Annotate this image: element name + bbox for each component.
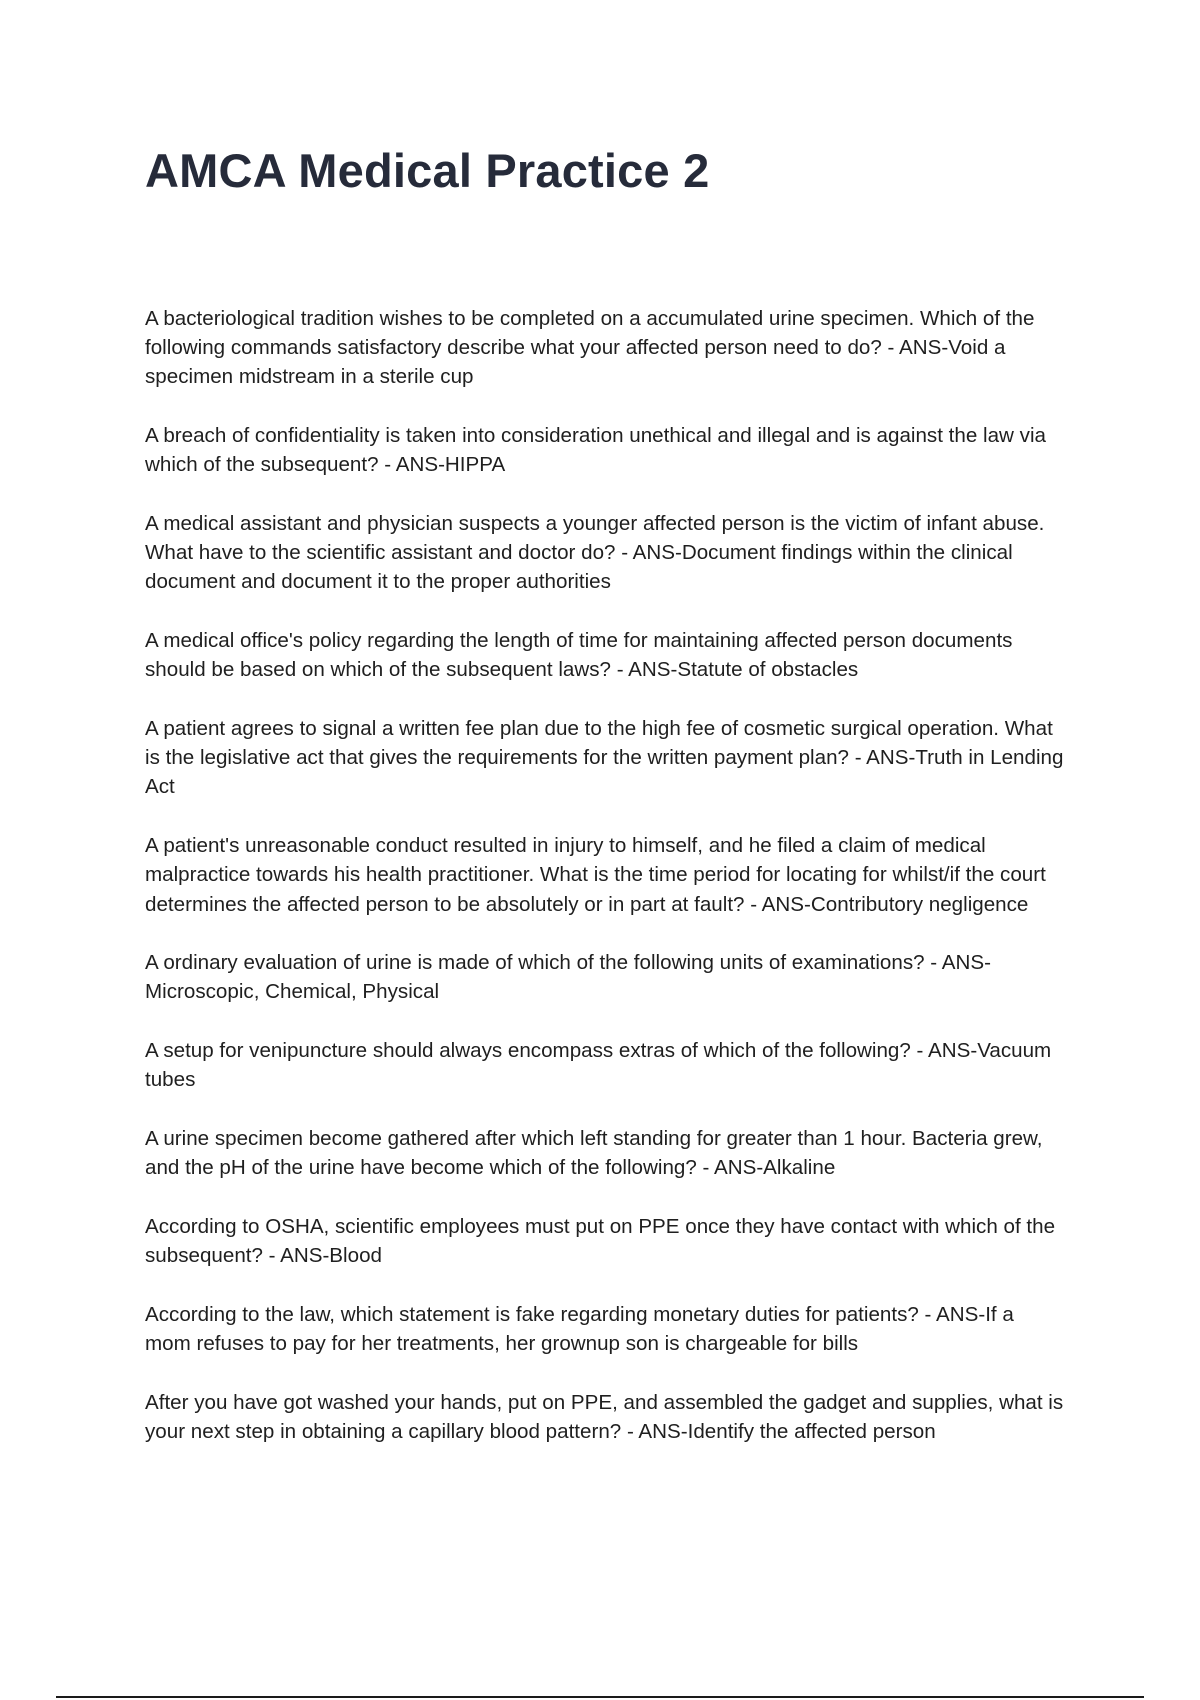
qa-list <box>145 304 1065 1476</box>
qa-item: A medical assistant and physician suspects a younger affected person is the victim of infant abuse. What have to the scientific assistant and doctor do? - ANS-Document findings within the clinical document and document it to the proper authorities <box>145 512 1045 594</box>
qa-item: A urine specimen become gathered after which left standing for greater than 1 hour. Bacteria grew, and the pH of the urine have become which of the following? - ANS-Alkaline <box>145 1127 1043 1180</box>
bottom-divider <box>56 1696 1144 1698</box>
qa-item: After you have got washed your hands, put on PPE, and assembled the gadget and supplies, what is your next step in obtaining a capillary blood pattern? - ANS-Identify the affected person <box>145 1390 1064 1443</box>
qa-item: A medical office's policy regarding the length of time for maintaining affected person documents should be based on which of the subsequent laws? - ANS-Statute of obstacles <box>145 629 1013 682</box>
qa-item: A ordinary evaluation of urine is made of which of the following units of examinations? - ANS-Microscopic, Chemical, Physical <box>145 951 991 1004</box>
page-title: AMCA Medical Practice 2 <box>145 144 710 197</box>
qa-item: A patient's unreasonable conduct resulted in injury to himself, and he filed a claim of medical malpractice towards his health practitioner. What is the time period for locating for whilst/if the court determines the affected person to be absolutely or in part at fault? - ANS-Contributory negligence <box>145 834 1046 916</box>
qa-item: According to OSHA, scientific employees must put on PPE once they have contact with which of the subsequent? - ANS-Blood <box>145 1214 1056 1268</box>
qa-item: According to the law, which statement is fake regarding monetary duties for patients? - ANS-If a mom refuses to pay for her treatments, her grownup son is chargeable for bills <box>145 1302 1014 1356</box>
qa-item: A bacteriological tradition wishes to be completed on a accumulated urine specimen. Which of the following commands satisfactory describe what your affected person need to do? - ANS-Void a specimen midstream in a sterile cup <box>145 307 1035 389</box>
qa-item: A setup for venipuncture should always encompass extras of which of the following? - ANS-Vacuum tubes <box>145 1039 1052 1092</box>
qa-item: A patient agrees to signal a written fee plan due to the high fee of cosmetic surgical operation. What is the legislative act that gives the requirements for the written payment plan? - ANS-Truth in Lending Act <box>145 717 1064 799</box>
qa-item: A breach of confidentiality is taken into consideration unethical and illegal and is against the law via which of the subsequent? - ANS-HIPPA <box>145 424 1046 477</box>
